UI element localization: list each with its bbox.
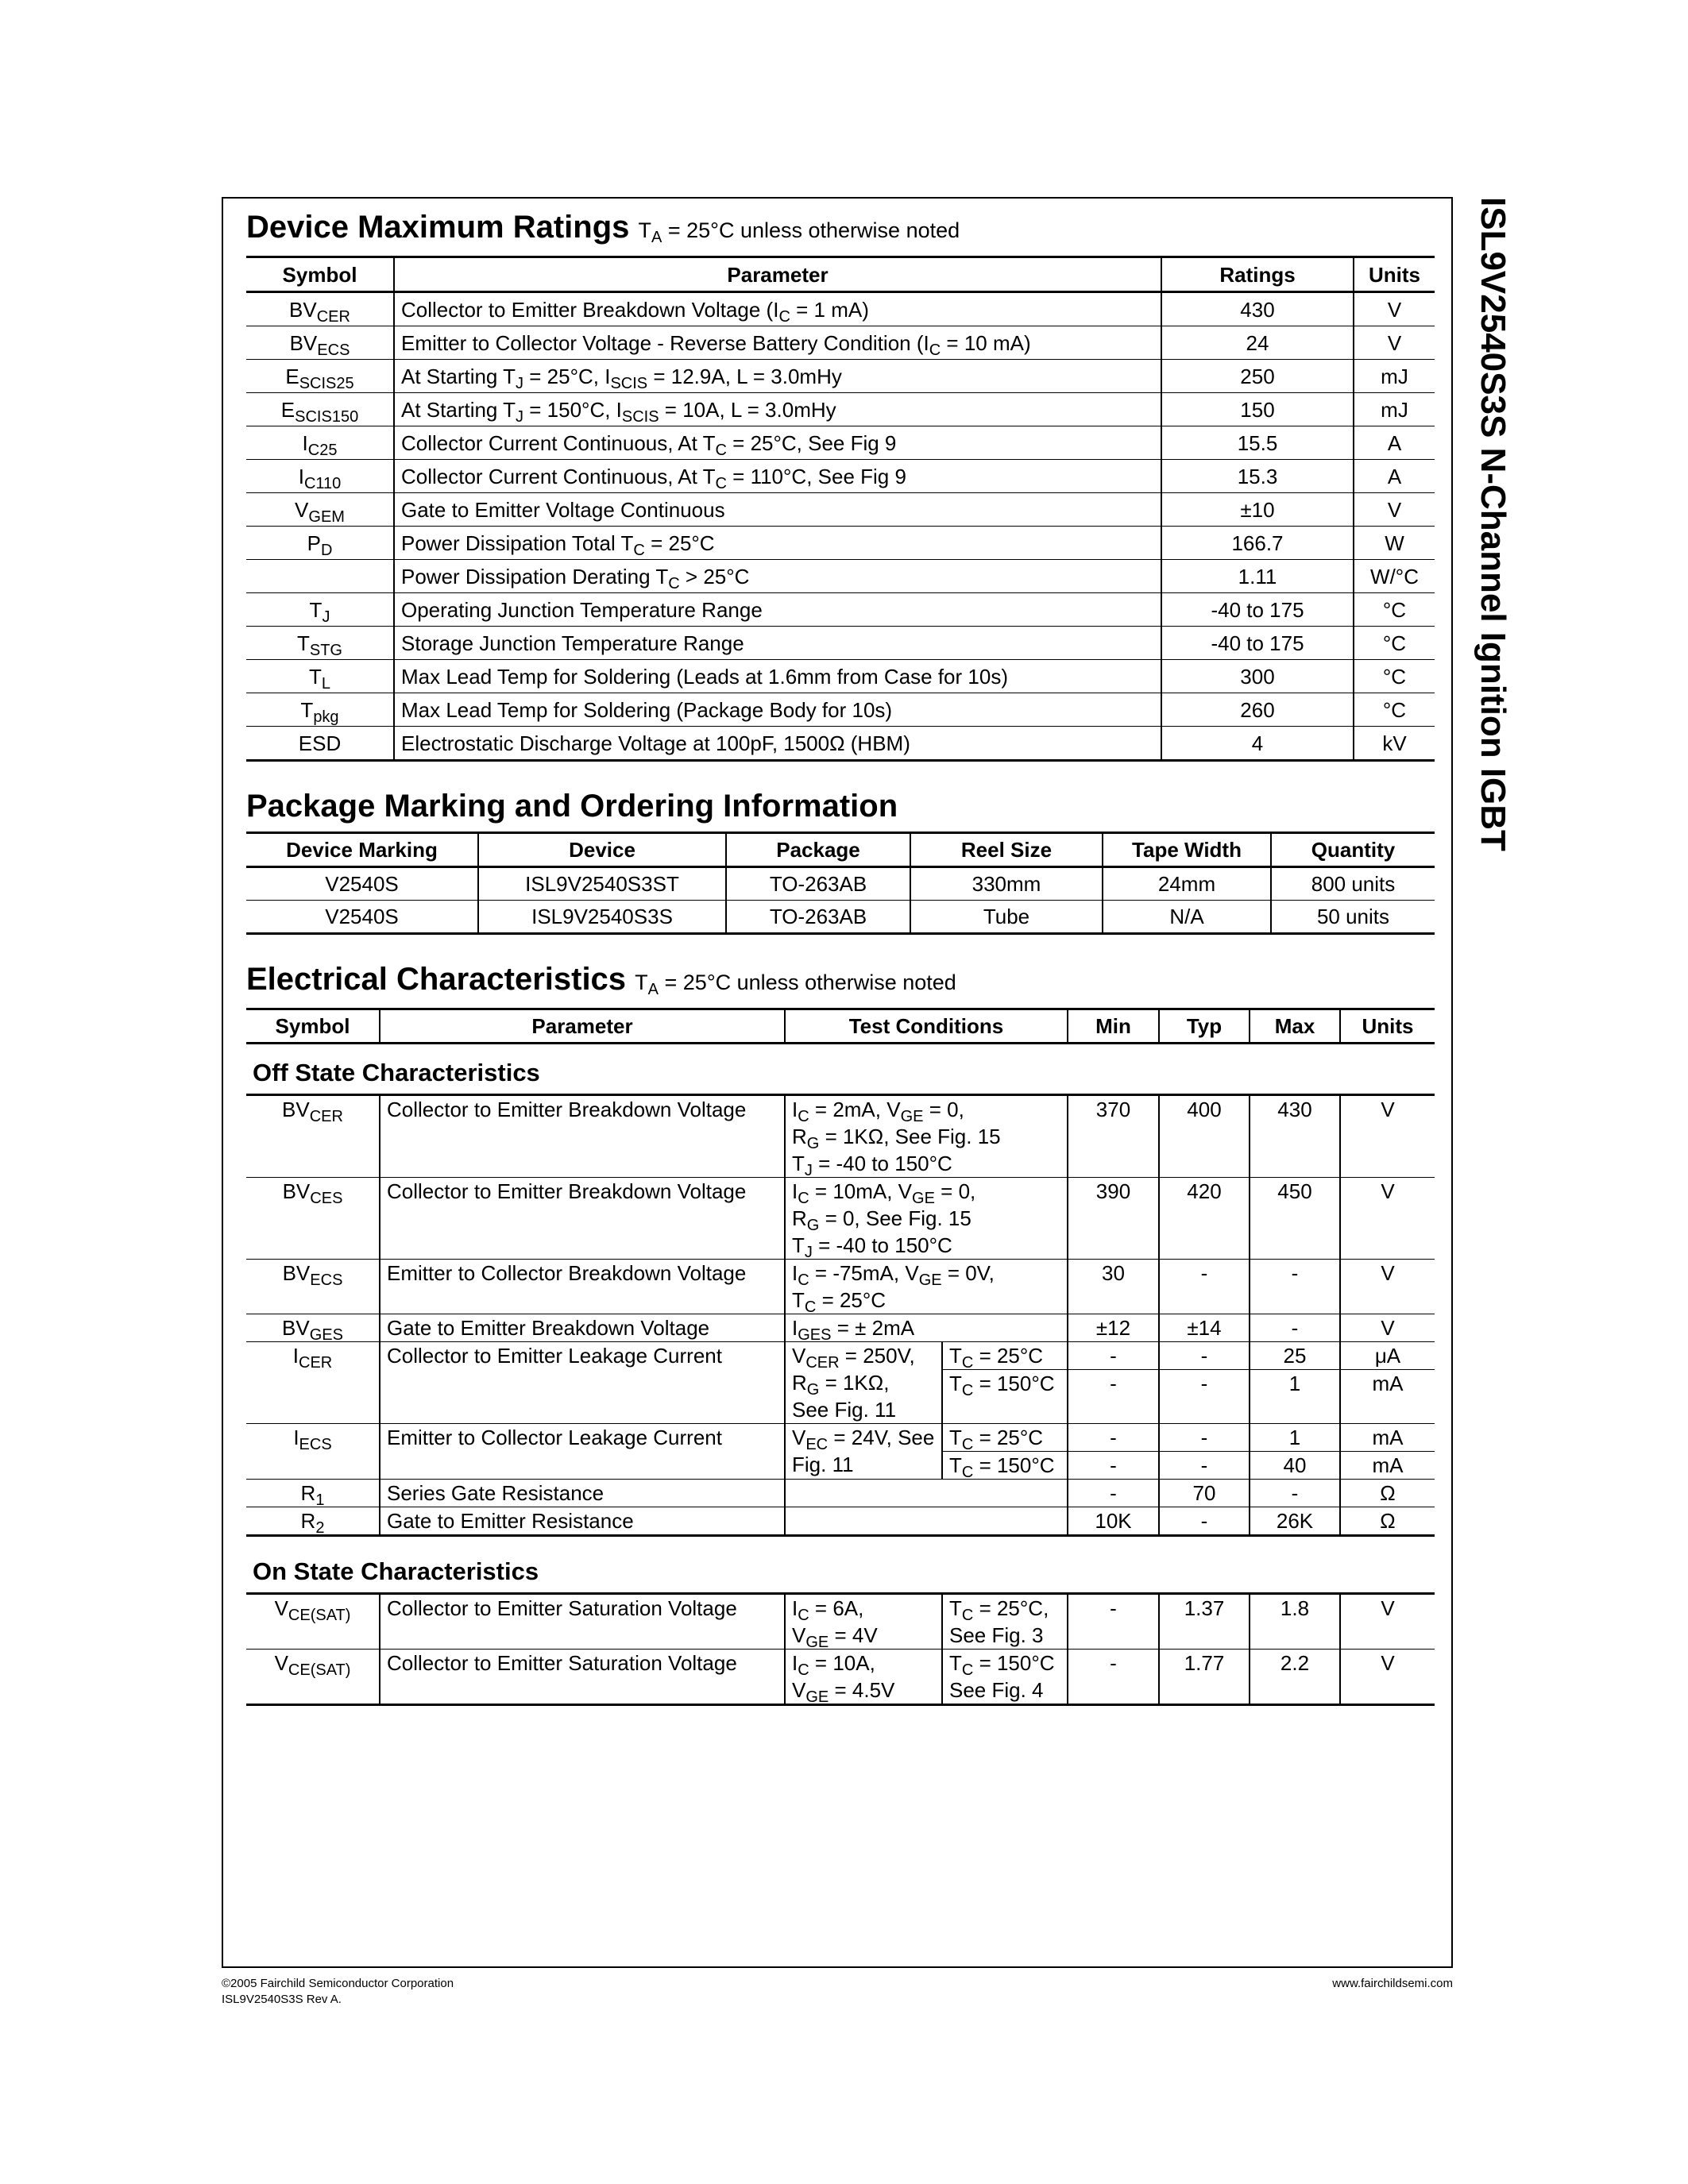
table-row-r1: $R_1$ Series Gate Resistance - 70 - Ω bbox=[246, 1480, 1435, 1507]
column-header: Units bbox=[1354, 257, 1435, 292]
column-header: Symbol bbox=[282, 262, 357, 287]
table-cell: 800 units bbox=[1271, 867, 1435, 901]
table-cell: 50 units bbox=[1271, 901, 1435, 934]
rating-cell: 166.7 bbox=[1161, 527, 1354, 560]
table-row: $BV_{ECS}$ Emitter to Collector Voltage - Reverse Battery Condition ($I_C = 10$ mA) 24 V bbox=[246, 326, 1435, 360]
column-header: Tape Width bbox=[1103, 833, 1271, 867]
unit-cell: A bbox=[1354, 460, 1435, 493]
table-row: $T_{STG}$ Storage Junction Temperature Range -40 to 175 °C bbox=[246, 627, 1435, 660]
unit-cell: V bbox=[1354, 326, 1435, 360]
on-state-heading: On State Characteristics bbox=[253, 1557, 539, 1585]
rating-cell: 300 bbox=[1161, 660, 1354, 693]
unit-cell: °C bbox=[1354, 627, 1435, 660]
max-ratings-heading: Device Maximum Ratings $T_A = 25^\circ C$ unless otherwise noted bbox=[246, 210, 960, 246]
rating-cell: 15.3 bbox=[1161, 460, 1354, 493]
table-row-bvecs: $BV_{ECS}$ Emitter to Collector Breakdown Voltage $I_C = -75mA$, $V_{GE} = 0V$, $T_C = 25^\circ C$ 30 - - V bbox=[246, 1260, 1435, 1314]
table-row: $I_{C25}$ Collector Current Continuous, At $T_C = 25^\circ C$, See Fig 9 15.5 A bbox=[246, 426, 1435, 460]
side-title-bar bbox=[1458, 197, 1527, 991]
footer-left bbox=[222, 1976, 454, 2008]
table-row: $T_{pkg}$ Max Lead Temp for Soldering (Package Body for 10s) 260 °C bbox=[246, 693, 1435, 727]
table-row-r2: $R_2$ Gate to Emitter Resistance 10K - 26K Ω bbox=[246, 1507, 1435, 1536]
parameter-cell: Collector Current Continuous, At $T_C = 110^\circ C$, See Fig 9 bbox=[394, 460, 1161, 493]
column-header: Quantity bbox=[1271, 833, 1435, 867]
electrical-table bbox=[246, 1008, 1435, 1706]
rating-cell: ±10 bbox=[1161, 493, 1354, 527]
unit-cell: °C bbox=[1354, 593, 1435, 627]
parameter-cell: Emitter to Collector Voltage - Reverse Battery Condition ($I_C = 10$ mA) bbox=[394, 326, 1161, 360]
table-row-icer-1: $I_{CER}$ Collector to Emitter Leakage Current $V_{CER} = 250V$, $R_G = 1K\Omega$, See Fig. 11 $T_C = 25^\circ C$ - - 25 μA bbox=[246, 1342, 1435, 1370]
column-header: Min bbox=[1068, 1009, 1159, 1044]
unit-cell: °C bbox=[1354, 693, 1435, 727]
table-row-icer-2: $T_C = 150^\circ C$ - - 1 mA bbox=[246, 1370, 1435, 1424]
table-row: $BV_{CER}$ Collector to Emitter Breakdown Voltage ($I_C = 1$ mA) 430 V bbox=[246, 292, 1435, 326]
rating-cell: 24 bbox=[1161, 326, 1354, 360]
unit-cell: W/°C bbox=[1354, 560, 1435, 593]
ordering-table bbox=[246, 832, 1435, 935]
unit-cell: V bbox=[1354, 292, 1435, 326]
footer-url[interactable]: www.fairchildsemi.com bbox=[1332, 1977, 1453, 1990]
table-row: $P_D$ Power Dissipation Total $T_C = 25^\circ C$ 166.7 W bbox=[246, 527, 1435, 560]
ordering-heading: Package Marking and Ordering Information bbox=[246, 789, 898, 824]
table-cell: N/A bbox=[1103, 901, 1271, 934]
footer-revision: ISL9V2540S3S Rev A. bbox=[222, 1993, 342, 2006]
rating-cell: 1.11 bbox=[1161, 560, 1354, 593]
unit-cell: mJ bbox=[1354, 393, 1435, 426]
table-row: $E_{SCIS25}$ At Starting $T_J = 25^\circ C$, $I_{SCIS} = 12.9A$, L = 3.0mHy 250 mJ bbox=[246, 360, 1435, 393]
parameter-cell: Power Dissipation Total $T_C = 25^\circ C$ bbox=[394, 527, 1161, 560]
table-row: $I_{C110}$ Collector Current Continuous, At $T_C = 110^\circ C$, See Fig 9 15.3 A bbox=[246, 460, 1435, 493]
rating-cell: 15.5 bbox=[1161, 426, 1354, 460]
on-state-heading-row bbox=[246, 1536, 1435, 1594]
unit-cell: kV bbox=[1354, 727, 1435, 761]
parameter-cell: Collector to Emitter Breakdown Voltage ($I_C = 1$ mA) bbox=[394, 292, 1161, 326]
table-cell: ISL9V2540S3ST bbox=[478, 867, 726, 901]
column-header: Ratings bbox=[1161, 257, 1354, 292]
column-header: Test Conditions bbox=[785, 1009, 1068, 1044]
max-ratings-table bbox=[246, 256, 1435, 762]
column-header: Device bbox=[478, 833, 726, 867]
table-row-bvges: $BV_{GES}$ Gate to Emitter Breakdown Voltage $I_{GES}$ = ± 2mA ±12 ±14 - V bbox=[246, 1314, 1435, 1342]
unit-cell: mJ bbox=[1354, 360, 1435, 393]
table-row-iecs-2: $T_C = 150^\circ C$ - - 40 mA bbox=[246, 1452, 1435, 1480]
rating-cell: -40 to 175 bbox=[1161, 627, 1354, 660]
column-header: Typ bbox=[1159, 1009, 1250, 1044]
table-row: $E_{SCIS150}$ At Starting $T_J = 150^\circ C$, $I_{SCIS} = 10A$, L = 3.0mHy 150 mJ bbox=[246, 393, 1435, 426]
table-cell: V2540S bbox=[325, 872, 399, 896]
table-cell: TO-263AB bbox=[726, 901, 910, 934]
table-row: $T_J$ Operating Junction Temperature Range -40 to 175 °C bbox=[246, 593, 1435, 627]
table-cell: TO-263AB bbox=[726, 867, 910, 901]
content bbox=[246, 208, 1435, 1706]
column-header: Parameter bbox=[394, 257, 1161, 292]
parameter-cell: At Starting $T_J = 25^\circ C$, $I_{SCIS} = 12.9A$, L = 3.0mHy bbox=[394, 360, 1161, 393]
rating-cell: 4 bbox=[1161, 727, 1354, 761]
table-row: ESD Electrostatic Discharge Voltage at 100pF, 1500Ω (HBM) 4 kV bbox=[246, 727, 1435, 761]
table-cell: 24mm bbox=[1103, 867, 1271, 901]
parameter-cell: Max Lead Temp for Soldering (Leads at 1.6mm from Case for 10s) bbox=[394, 660, 1161, 693]
table-row-bvcer: $BV_{CER}$ Collector to Emitter Breakdown Voltage $I_C = 2mA$, $V_{GE} = 0$, $R_G = 1K\Omega$, See Fig. 15 $T_J = -40$ to 150°C 370 400 430 V bbox=[246, 1095, 1435, 1178]
rating-cell: 250 bbox=[1161, 360, 1354, 393]
table-row bbox=[246, 901, 1435, 934]
rating-cell: 430 bbox=[1161, 292, 1354, 326]
column-header: Symbol bbox=[275, 1014, 350, 1038]
table-cell: Tube bbox=[910, 901, 1103, 934]
parameter-cell: Operating Junction Temperature Range bbox=[394, 593, 1161, 627]
table-row-vcesat-1: $V_{CE(SAT)}$ Collector to Emitter Saturation Voltage $I_C = 6A$, $V_{GE} = 4V$ $T_C = 25^\circ C$, See Fig. 3 - 1.37 1.8 V bbox=[246, 1594, 1435, 1650]
parameter-cell: Power Dissipation Derating $T_C > 25^\circ C$ bbox=[394, 560, 1161, 593]
parameter-cell: Electrostatic Discharge Voltage at 100pF, 1500Ω (HBM) bbox=[394, 727, 1161, 761]
table-row bbox=[246, 867, 1435, 901]
rating-cell: -40 to 175 bbox=[1161, 593, 1354, 627]
parameter-cell: Gate to Emitter Voltage Continuous bbox=[394, 493, 1161, 527]
table-row-bvces: $BV_{CES}$ Collector to Emitter Breakdown Voltage $I_C = 10mA$, $V_{GE} = 0$, $R_G = 0$, See Fig. 15 $T_J = -40$ to 150°C 390 420 450 V bbox=[246, 1178, 1435, 1260]
unit-cell: V bbox=[1354, 493, 1435, 527]
parameter-cell: Collector Current Continuous, At $T_C = 25^\circ C$, See Fig 9 bbox=[394, 426, 1161, 460]
column-header: Reel Size bbox=[910, 833, 1103, 867]
table-row bbox=[246, 560, 1435, 593]
table-row-iecs-1: $I_{ECS}$ Emitter to Collector Leakage Current $V_{EC} = 24V$, See Fig. 11 $T_C = 25^\circ C$ - - 1 mA bbox=[246, 1424, 1435, 1452]
unit-cell: °C bbox=[1354, 660, 1435, 693]
off-state-heading: Off State Characteristics bbox=[253, 1059, 540, 1086]
column-header: Max bbox=[1250, 1009, 1340, 1044]
footer-copyright: ©2005 Fairchild Semiconductor Corporation bbox=[222, 1977, 454, 1990]
max-ratings-condition: $T_A = 25^\circ C$ unless otherwise noted bbox=[638, 218, 960, 246]
column-header: Package bbox=[726, 833, 910, 867]
off-state-heading-row bbox=[246, 1044, 1435, 1095]
electrical-heading: Electrical Characteristics $T_A = 25^\circ C$ unless otherwise noted bbox=[246, 962, 956, 998]
rating-cell: 150 bbox=[1161, 393, 1354, 426]
unit-cell: W bbox=[1354, 527, 1435, 560]
parameter-cell: Storage Junction Temperature Range bbox=[394, 627, 1161, 660]
electrical-condition: $T_A = 25^\circ C$ unless otherwise noted bbox=[635, 970, 956, 998]
column-header: Device Marking bbox=[286, 838, 438, 862]
table-cell: 330mm bbox=[910, 867, 1103, 901]
table-row-vcesat-2: $V_{CE(SAT)}$ Collector to Emitter Saturation Voltage $I_C = 10A$, $V_{GE} = 4.5V$ $T_C = 150^\circ C$ See Fig. 4 - 1.77 2.2 V bbox=[246, 1650, 1435, 1705]
column-header: Units bbox=[1340, 1009, 1435, 1044]
column-header: Parameter bbox=[380, 1009, 785, 1044]
table-cell: V2540S bbox=[325, 905, 399, 928]
table-row: $T_L$ Max Lead Temp for Soldering (Leads at 1.6mm from Case for 10s) 300 °C bbox=[246, 660, 1435, 693]
parameter-cell: At Starting $T_J = 150^\circ C$, $I_{SCIS} = 10A$, L = 3.0mHy bbox=[394, 393, 1161, 426]
unit-cell: A bbox=[1354, 426, 1435, 460]
table-cell: ISL9V2540S3S bbox=[478, 901, 726, 934]
side-title: ISL9V2540S3S N-Channel Ignition IGBT bbox=[1474, 197, 1512, 851]
table-row: $V_{GEM}$ Gate to Emitter Voltage Continuous ±10 V bbox=[246, 493, 1435, 527]
parameter-cell: Max Lead Temp for Soldering (Package Body for 10s) bbox=[394, 693, 1161, 727]
rating-cell: 260 bbox=[1161, 693, 1354, 727]
